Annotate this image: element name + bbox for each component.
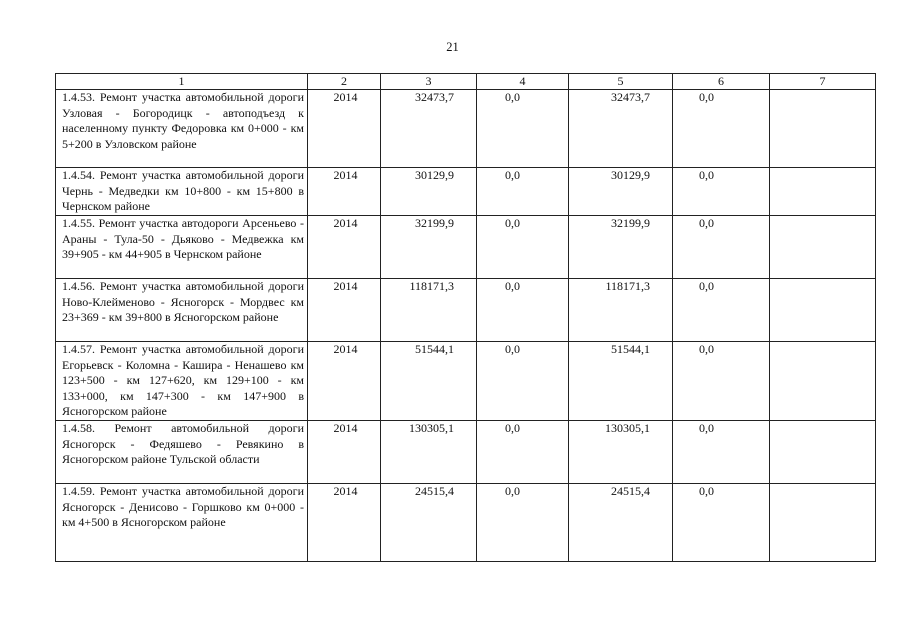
value-cell: 0,0 bbox=[673, 421, 770, 484]
value-cell: 51544,1 bbox=[381, 342, 477, 421]
value-cell: 118171,3 bbox=[381, 279, 477, 342]
value-cell: 0,0 bbox=[673, 484, 770, 562]
page-number: 21 bbox=[446, 40, 459, 54]
value-cell: 30129,9 bbox=[569, 168, 673, 216]
value-cell: 0,0 bbox=[477, 90, 569, 168]
item-description: 1.4.58. Ремонт автомобильной дороги Ясногорск - Федяшево - Ревякино в Ясногорском районе Тульской области bbox=[56, 421, 308, 484]
column-header: 5 bbox=[569, 74, 673, 90]
value-cell: 0,0 bbox=[673, 279, 770, 342]
column-header: 3 bbox=[381, 74, 477, 90]
value-cell: 0,0 bbox=[673, 168, 770, 216]
table-row bbox=[56, 484, 876, 562]
value-cell: 130305,1 bbox=[569, 421, 673, 484]
value-cell: 130305,1 bbox=[381, 421, 477, 484]
value-cell: 0,0 bbox=[673, 90, 770, 168]
value-cell: 0,0 bbox=[673, 342, 770, 421]
value-cell: 30129,9 bbox=[381, 168, 477, 216]
value-cell: 24515,4 bbox=[381, 484, 477, 562]
column-header: 1 bbox=[56, 74, 308, 90]
value-cell bbox=[770, 90, 876, 168]
value-cell: 0,0 bbox=[477, 421, 569, 484]
year-cell: 2014 bbox=[308, 421, 381, 484]
item-description: 1.4.55. Ремонт участка автодороги Арсеньево - Араны - Тула-50 - Дьяково - Медвежка км 39+905 - км 44+905 в Чернском районе bbox=[56, 216, 308, 279]
year-cell: 2014 bbox=[308, 90, 381, 168]
table-row bbox=[56, 421, 876, 484]
table-row bbox=[56, 168, 876, 216]
value-cell: 32199,9 bbox=[569, 216, 673, 279]
year-cell: 2014 bbox=[308, 279, 381, 342]
value-cell bbox=[770, 216, 876, 279]
year-cell: 2014 bbox=[308, 484, 381, 562]
value-cell: 0,0 bbox=[477, 168, 569, 216]
value-cell bbox=[770, 484, 876, 562]
item-description: 1.4.57. Ремонт участка автомобильной дороги Егорьевск - Коломна - Кашира - Ненашево км 123+500 - км 127+620, км 129+100 - км 133+000, км 147+300 - км 147+900 в Ясногорском районе bbox=[56, 342, 308, 421]
column-header: 7 bbox=[770, 74, 876, 90]
value-cell: 24515,4 bbox=[569, 484, 673, 562]
value-cell: 32473,7 bbox=[381, 90, 477, 168]
value-cell bbox=[770, 168, 876, 216]
value-cell: 118171,3 bbox=[569, 279, 673, 342]
value-cell bbox=[770, 421, 876, 484]
header-row bbox=[56, 74, 876, 90]
value-cell: 0,0 bbox=[477, 216, 569, 279]
column-header: 2 bbox=[308, 74, 381, 90]
road-repair-table bbox=[55, 73, 876, 562]
value-cell: 32473,7 bbox=[569, 90, 673, 168]
table-row bbox=[56, 216, 876, 279]
value-cell: 32199,9 bbox=[381, 216, 477, 279]
value-cell: 0,0 bbox=[477, 484, 569, 562]
item-description: 1.4.53. Ремонт участка автомобильной дороги Узловая - Богородицк - автоподъезд к населенному пункту Федоровка км 0+000 - км 5+200 в Узловском районе bbox=[56, 90, 308, 168]
item-description: 1.4.54. Ремонт участка автомобильной дороги Чернь - Медведки км 10+800 - км 15+800 в Чернском районе bbox=[56, 168, 308, 216]
table-row bbox=[56, 279, 876, 342]
item-description: 1.4.59. Ремонт участка автомобильной дороги Ясногорск - Денисово - Горшково км 0+000 - км 4+500 в Ясногорском районе bbox=[56, 484, 308, 562]
year-cell: 2014 bbox=[308, 216, 381, 279]
value-cell: 0,0 bbox=[477, 279, 569, 342]
year-cell: 2014 bbox=[308, 168, 381, 216]
table-row bbox=[56, 342, 876, 421]
value-cell: 0,0 bbox=[477, 342, 569, 421]
value-cell bbox=[770, 342, 876, 421]
column-header: 4 bbox=[477, 74, 569, 90]
column-header: 6 bbox=[673, 74, 770, 90]
value-cell: 51544,1 bbox=[569, 342, 673, 421]
item-description: 1.4.56. Ремонт участка автомобильной дороги Ново-Клейменово - Ясногорск - Мордвес км 23+369 - км 39+800 в Ясногорском районе bbox=[56, 279, 308, 342]
value-cell: 0,0 bbox=[673, 216, 770, 279]
value-cell bbox=[770, 279, 876, 342]
year-cell: 2014 bbox=[308, 342, 381, 421]
table-row bbox=[56, 90, 876, 168]
